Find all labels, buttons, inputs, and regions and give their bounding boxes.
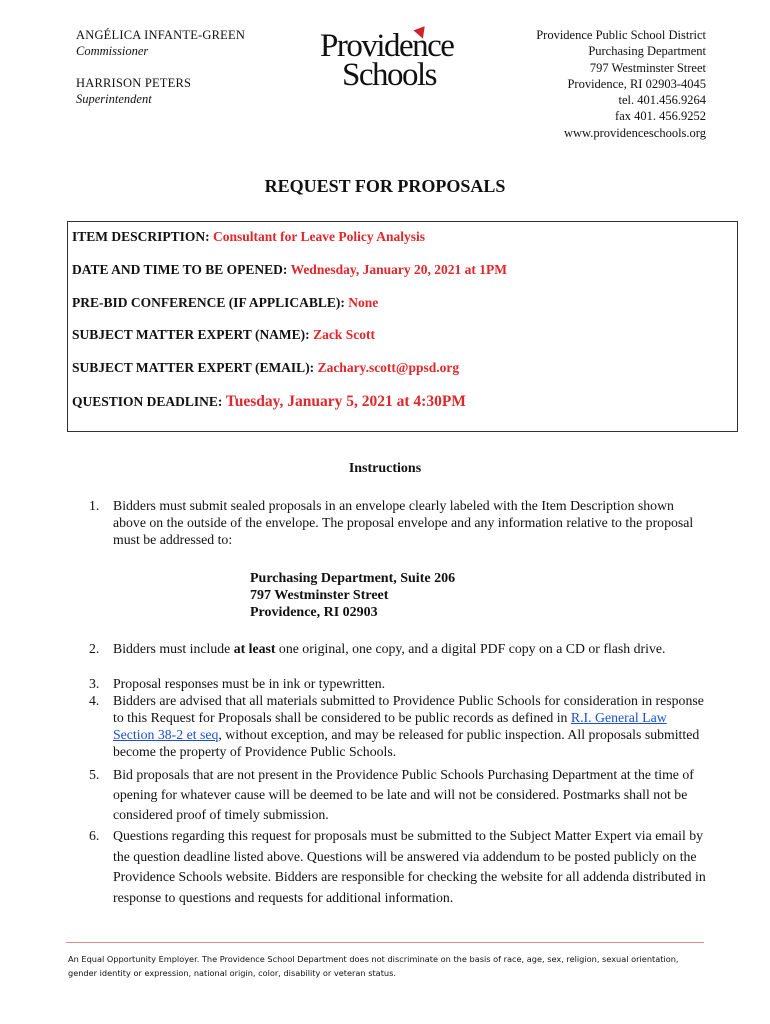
item-text-part: Bidders are advised that all materials submitted to Providence Public Schools for consideration in response to this Request for Proposals shall be considered to be public records as defined in (113, 693, 704, 725)
address-line: 797 Westminster Street (589, 60, 706, 75)
item-text (113, 640, 709, 657)
website-link[interactable]: www.providenceschools.org (564, 125, 706, 140)
instruction-item-5 (89, 765, 709, 825)
address-line: tel. 401.456.9264 (618, 93, 706, 108)
item-text (113, 692, 709, 760)
superintendent-name: HARRISON PETERS (76, 76, 192, 90)
sme-name-label: SUBJECT MATTER EXPERT (NAME): (72, 327, 310, 342)
address-line: Providence, RI 02903-4045 (567, 76, 706, 91)
instruction-item-4 (89, 692, 709, 760)
item-text-part: , without exception, and may be released for public inspection. All proposals submitted become the property of Providence Public Schools. (113, 727, 700, 759)
open-date-row (72, 262, 507, 278)
item-description-row (72, 229, 425, 245)
emphasis-text: at least (233, 641, 276, 656)
question-deadline-value: Tuesday, January 5, 2021 at 4:30PM (225, 393, 466, 410)
address-line-2: 797 Westminster Street (250, 588, 389, 603)
item-number: 3. (89, 676, 100, 691)
item-text: Questions regarding this request for proposals must be submitted to the Subject Matter Expert via email by the question deadline listed above. Questions will be answered via addendum to be posted publicly on the Providence Schools website. Bidders are responsible for checking the website for all addenda distributed in response to questions and requests for additional information. (113, 828, 706, 905)
logo-line-1: Providence (320, 28, 454, 64)
superintendent-title: Superintendent (76, 92, 152, 106)
officials-block (76, 27, 245, 107)
footer-divider (66, 942, 704, 943)
instruction-item-2 (89, 640, 709, 657)
item-text: Bidders must submit sealed proposals in an envelope clearly labeled with the Item Description shown above on the outside of the envelope. The proposal envelope and any information relative to the proposal must be addressed to: (113, 498, 694, 547)
address-line: Purchasing Department (588, 44, 706, 59)
sme-email-value[interactable]: Zachary.scott@ppsd.org (317, 360, 460, 375)
sme-name-value: Zack Scott (313, 327, 375, 342)
item-number: 1. (89, 498, 100, 513)
question-deadline-label: QUESTION DEADLINE: (72, 394, 223, 409)
item-number: 4. (89, 693, 100, 708)
item-text-part: Bidders must include (113, 641, 234, 656)
prebid-label: PRE-BID CONFERENCE (IF APPLICABLE): (72, 295, 345, 310)
district-address-block (536, 27, 706, 141)
item-number: 2. (89, 641, 100, 656)
address-line: Providence Public School District (536, 28, 706, 42)
item-number: 5. (89, 767, 100, 782)
mailing-address (250, 570, 455, 621)
prebid-value: None (348, 295, 379, 310)
sme-name-row (72, 327, 375, 343)
commissioner-title: Commissioner (76, 44, 149, 58)
instruction-item-3 (89, 675, 709, 692)
item-text: Bid proposals that are not present in the Providence Public Schools Purchasing Department at the time of opening for whatever cause will be deemed to be late and will not be considered. Postmarks shall not be considered proof of timely submission. (113, 767, 694, 822)
providence-schools-logo (318, 30, 458, 92)
equal-opportunity-footer: An Equal Opportunity Employer. The Providence School Department does not discriminate on the basis of race, age, sex, religion, sexual orientation, gender identity or expression, national origin, color, disability or veteran status. (68, 954, 679, 978)
commissioner-name: ANGÉLICA INFANTE-GREEN (76, 28, 246, 42)
instructions-heading: Instructions (348, 461, 422, 476)
address-line: fax 401. 456.9252 (615, 109, 706, 124)
item-description-value: Consultant for Leave Policy Analysis (213, 229, 426, 244)
item-text: Proposal responses must be in ink or typewritten. (113, 676, 386, 691)
ri-general-law-link[interactable]: R.I. General Law Section 38-2 et seq (113, 710, 667, 742)
page-title: REQUEST FOR PROPOSALS (264, 176, 506, 196)
sme-email-row (72, 360, 459, 376)
sme-email-label: SUBJECT MATTER EXPERT (EMAIL): (72, 360, 315, 375)
prebid-row (72, 295, 378, 311)
instruction-item-6 (89, 826, 709, 908)
item-description-label: ITEM DESCRIPTION: (72, 229, 210, 244)
address-line-3: Providence, RI 02903 (250, 605, 378, 620)
item-number: 6. (89, 828, 100, 843)
address-line-1: Purchasing Department, Suite 206 (250, 571, 456, 586)
open-date-value: Wednesday, January 20, 2021 at 1PM (290, 262, 507, 277)
open-date-label: DATE AND TIME TO BE OPENED: (72, 262, 288, 277)
logo-line-2: Schools (342, 57, 437, 93)
instruction-item-1 (89, 497, 709, 548)
question-deadline-row (72, 393, 466, 411)
item-text-part: one original, one copy, and a digital PDF copy on a CD or flash drive. (275, 641, 666, 656)
